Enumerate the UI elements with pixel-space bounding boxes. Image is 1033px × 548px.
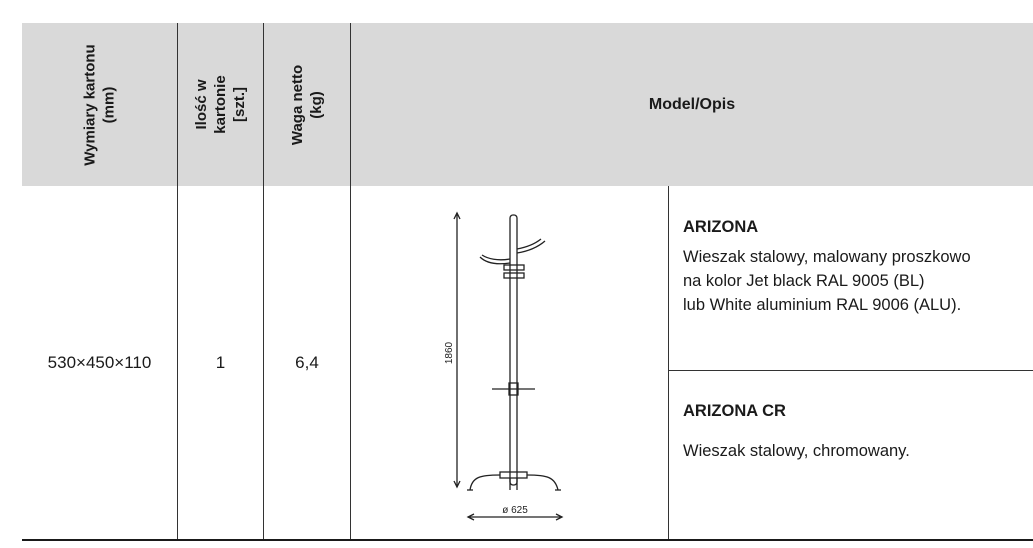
product-name: ARIZONA CR — [683, 402, 786, 420]
column-divider — [668, 186, 669, 540]
hook-collar-lower — [504, 273, 524, 278]
hook-right — [517, 241, 545, 253]
header-model: Model/Opis — [648, 95, 736, 113]
cell-dimensions: 530×450×110 — [47, 352, 152, 372]
product-name: ARIZONA — [683, 218, 759, 236]
row-divider — [668, 370, 1033, 371]
header-dimensions-label: Wymiary kartonu (mm) — [81, 43, 118, 166]
base-collar — [500, 472, 527, 478]
pole — [510, 215, 517, 485]
cell-quantity: 1 — [215, 352, 226, 372]
table-bottom-border — [22, 539, 1033, 541]
base-leg-left — [470, 475, 500, 490]
header-quantity — [178, 23, 263, 186]
hook-left — [482, 255, 510, 260]
product-arizona — [683, 215, 1028, 317]
header-dimensions — [22, 23, 177, 186]
product-description: Wieszak stalowy, malowany proszkowo na kolor Jet black RAL 9005 (BL) lub White aluminium RAL 9006 (ALU). — [683, 248, 971, 314]
product-description: Wieszak stalowy, chromowany. — [683, 442, 910, 460]
hook-right-inner — [517, 239, 541, 249]
cell-weight: 6,4 — [295, 352, 319, 372]
diameter-label: ø 625 — [502, 505, 528, 516]
hook-collar — [504, 265, 524, 270]
hook-left-outer — [480, 257, 510, 264]
product-arizona-cr — [683, 399, 1028, 463]
height-label: 1860 — [444, 341, 455, 365]
header-weight — [264, 23, 350, 186]
header-weight-label: Waga netto (kg) — [289, 64, 325, 145]
coat-stand-drawing — [400, 185, 600, 525]
base-leg-right — [527, 475, 558, 490]
header-quantity-label: Ilość w kartonie [szt.] — [193, 75, 248, 134]
